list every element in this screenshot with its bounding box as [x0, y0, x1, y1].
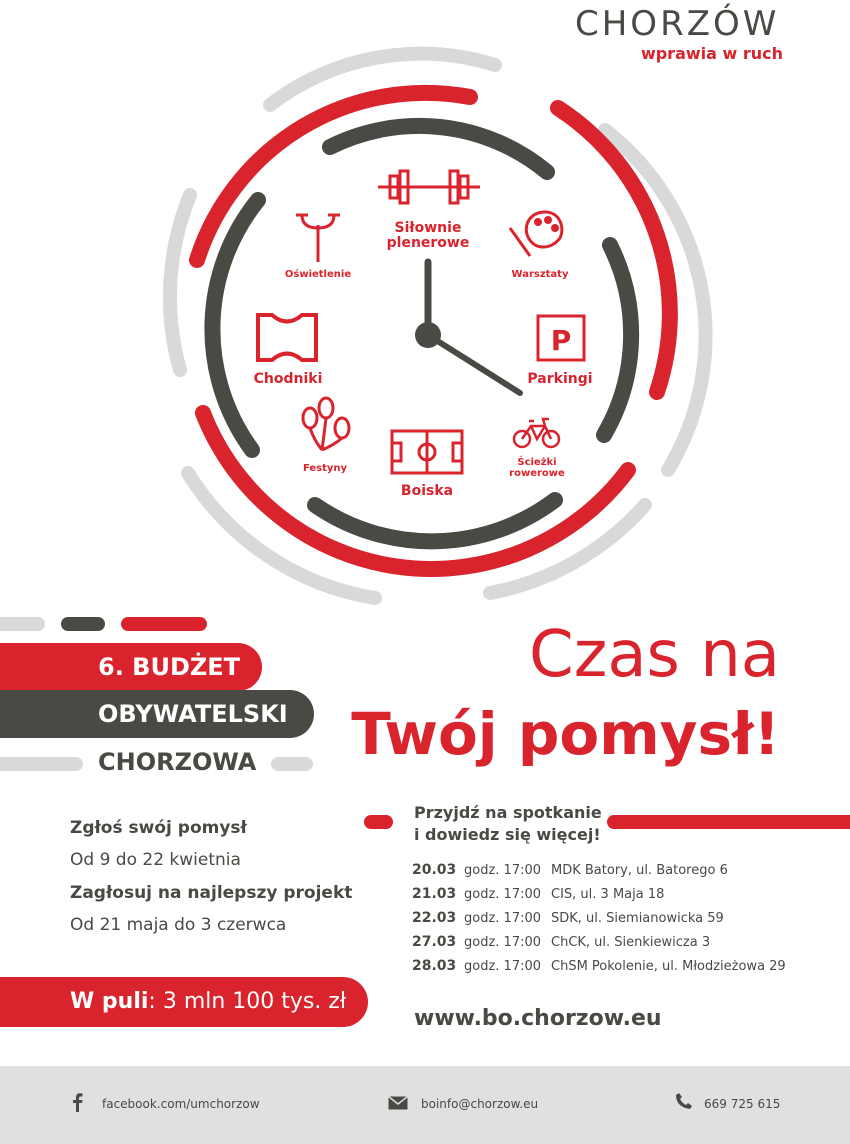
workshops-label: Warsztaty	[511, 269, 569, 280]
outdoor-gyms-label: Siłownie plenerowe	[386, 220, 470, 251]
pitches-label: Boiska	[400, 483, 454, 499]
minute-hand	[428, 335, 520, 393]
sidewalks-label: Chodniki	[253, 371, 323, 387]
outer-arc-left	[170, 195, 190, 370]
dark-arc-left	[212, 200, 258, 450]
balloons-icon	[303, 398, 349, 450]
meetings-intro	[414, 802, 602, 846]
envelope-icon	[388, 1096, 408, 1110]
meetings-intro-line-2: i dowiedz się więcej!	[414, 825, 601, 844]
bike-paths-label: Ścieżki rowerowe	[509, 457, 565, 479]
pool-label: W puli	[70, 989, 149, 1014]
email-link[interactable]: boinfo@chorzow.eu	[421, 1097, 539, 1111]
meetings-schedule	[412, 858, 786, 978]
logo-tagline: wprawia w ruch	[640, 44, 783, 63]
schedule-time: godz. 17:00	[464, 910, 542, 926]
schedule-time: godz. 17:00	[464, 934, 542, 950]
schedule-place: ChSM Pokolenie, ul. Młodzieżowa 29	[551, 958, 786, 974]
schedule-place: MDK Batory, ul. Batorego 6	[551, 862, 728, 878]
lighting-label: Oświetlenie	[284, 269, 352, 280]
heading-line-1: Czas na	[529, 618, 780, 692]
schedule-date: 27.03	[412, 934, 457, 950]
dark-arc-right	[604, 245, 631, 435]
schedule-place: SDK, ul. Siemianowicka 59	[551, 910, 724, 926]
paving-stone-icon	[258, 315, 316, 360]
vote-title: Zagłosuj na najlepszy projekt	[70, 883, 353, 903]
schedule-time: godz. 17:00	[464, 886, 542, 902]
submit-dates: Od 9 do 22 kwietnia	[70, 850, 241, 870]
pitch-icon	[392, 431, 462, 473]
clock-label-sidewalks	[238, 372, 338, 387]
clock-label-bike-paths	[497, 457, 577, 479]
clock-label-workshops	[500, 269, 580, 280]
barbell-icon	[378, 171, 480, 203]
meetings-intro-line-1: Przyjdź na spotkanie	[414, 803, 602, 822]
schedule-place: ChCK, ul. Sienkiewicza 3	[551, 934, 711, 950]
dark-arc-bottom	[315, 500, 555, 541]
logo-wordmark: CHORZÓW	[575, 4, 780, 44]
vote-dates: Od 21 maja do 3 czerwca	[70, 915, 287, 935]
schedule-row	[412, 858, 786, 882]
dark-arc-top	[330, 126, 547, 172]
phone-number[interactable]: 669 725 615	[704, 1097, 781, 1111]
street-lamp-icon	[296, 215, 340, 262]
bicycle-icon	[514, 419, 559, 447]
parking-label: Parkingi	[527, 371, 593, 387]
schedule-row	[412, 954, 786, 978]
clock-label-pitches	[377, 484, 477, 499]
svg-text:P: P	[550, 324, 572, 357]
schedule-date: 20.03	[412, 862, 457, 878]
pool-banner	[0, 977, 368, 1027]
parking-icon	[538, 316, 584, 360]
banner-line-2-text: OBYWATELSKI	[98, 700, 288, 728]
website-link[interactable]: www.bo.chorzow.eu	[414, 1006, 662, 1031]
schedule-row	[412, 882, 786, 906]
banner-line-1-text: 6. BUDŻET	[98, 653, 241, 681]
pool-value: : 3 mln 100 tys. zł	[148, 989, 347, 1014]
facebook-icon	[70, 1092, 84, 1112]
footer	[0, 1066, 850, 1144]
schedule-row	[412, 906, 786, 930]
schedule-time: godz. 17:00	[464, 958, 542, 974]
palette-icon	[510, 212, 562, 256]
festivals-label: Festyny	[302, 463, 348, 474]
clock-label-parking	[510, 372, 610, 387]
banner-line-2	[0, 690, 314, 738]
banner-line-3: CHORZOWA	[98, 748, 257, 776]
banner-line-1	[0, 643, 262, 691]
outer-arc-bottomleft	[188, 473, 375, 598]
clock-label-festivals	[285, 463, 365, 474]
phone-icon	[675, 1092, 693, 1110]
facebook-link[interactable]: facebook.com/umchorzow	[102, 1097, 260, 1111]
schedule-row	[412, 930, 786, 954]
submit-title: Zgłoś swój pomysł	[70, 818, 247, 838]
clock-label-lighting	[278, 269, 358, 280]
schedule-place: CIS, ul. 3 Maja 18	[551, 886, 665, 902]
schedule-time: godz. 17:00	[464, 862, 542, 878]
clock-center	[415, 322, 441, 348]
schedule-date: 21.03	[412, 886, 457, 902]
heading-line-2: Twój pomysł!	[351, 700, 780, 768]
schedule-date: 28.03	[412, 958, 457, 974]
clock-label-outdoor-gyms	[378, 221, 478, 251]
schedule-date: 22.03	[412, 910, 457, 926]
